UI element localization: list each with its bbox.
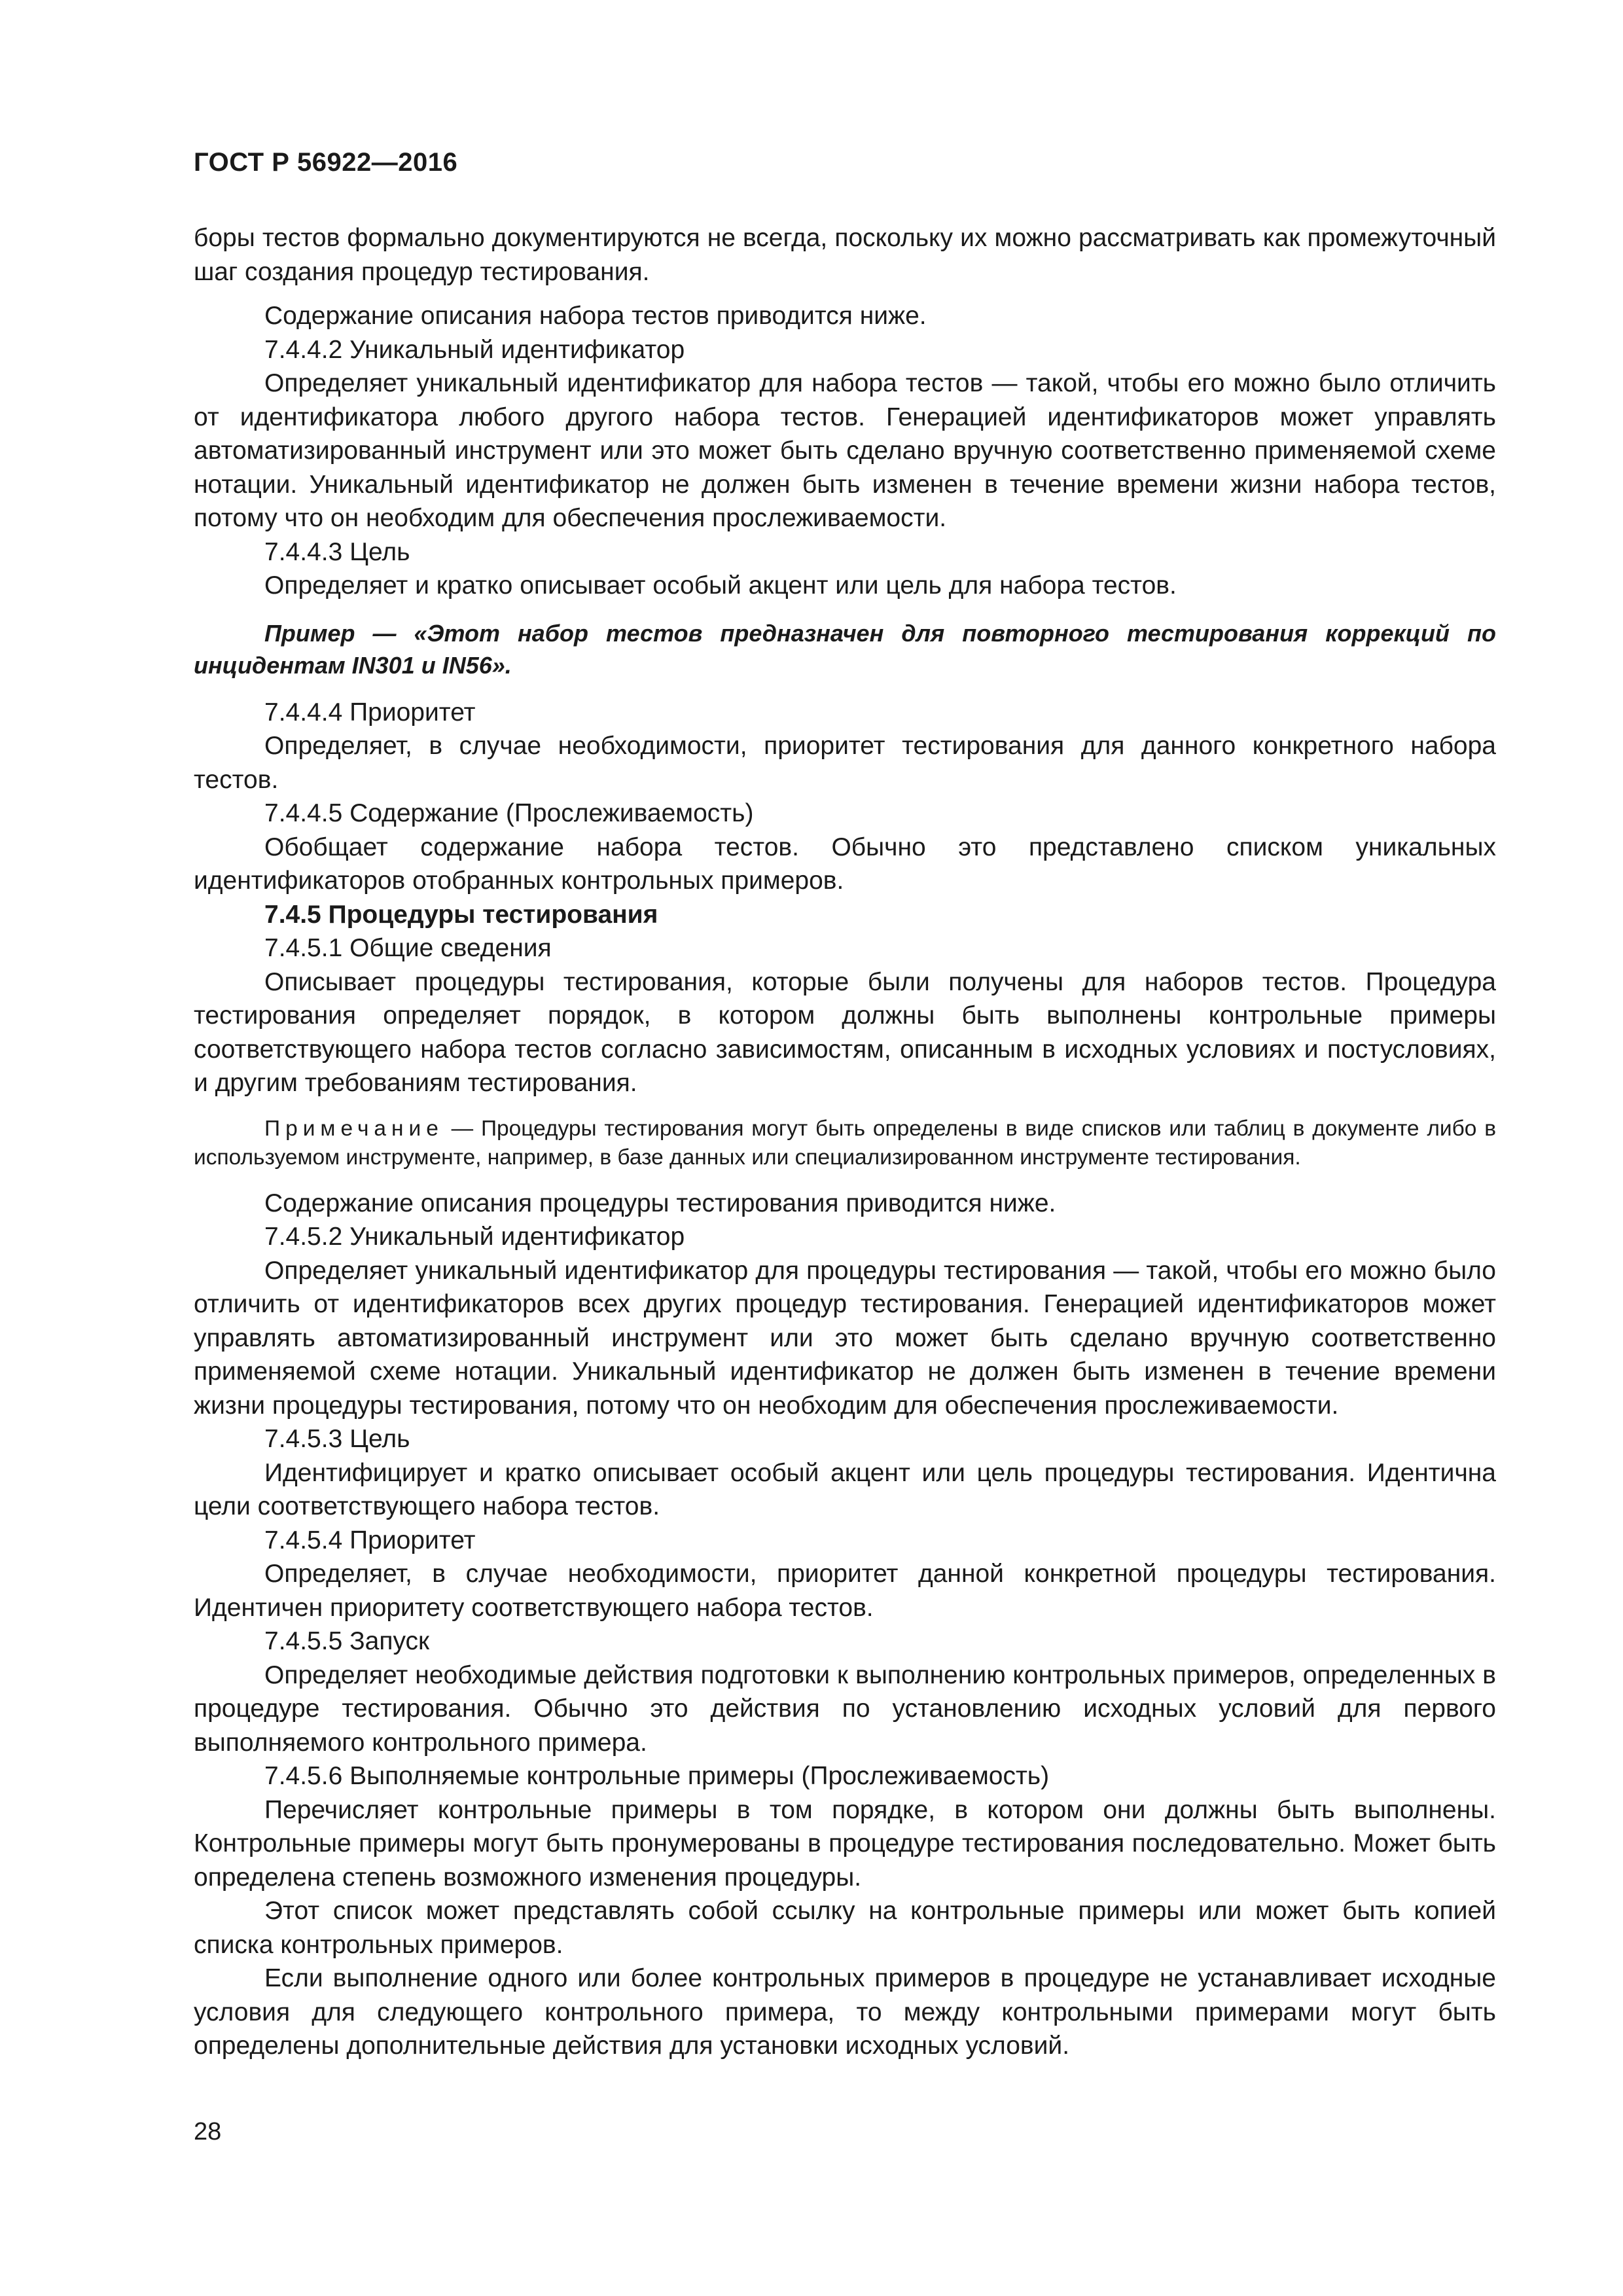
section-heading: 7.4.5.4 Приоритет [264, 1526, 476, 1554]
section-heading: 7.4.4.3 Цель [264, 537, 410, 566]
paragraph: Определяет, в случае необходимости, приоритет данной конкретной процедуры тестирования. Идентичен приоритету соответствующего набора тестов. [194, 1560, 1496, 1622]
section-heading: 7.4.5.1 Общие сведения [264, 934, 552, 962]
section-heading: 7.4.5.5 Запуск [264, 1627, 430, 1655]
paragraph: Если выполнение одного или более контрольных примеров в процедуре не устанавливает исходные условия для следующего контрольного примера, то между контрольными примерами могут быть определены дополнительные действия для установки исходных условий. [194, 1964, 1496, 2060]
paragraph: Определяет уникальный идентификатор для набора тестов — такой, чтобы его можно было отличить от идентификатора любого другого набора тестов. Генерацией идентификаторов может управлять автоматизированный инструмент или это может быть сделано вручную соответственно применяемой схеме нотации. Уникальный идентификатор не должен быть изменен в течение времени жизни набора тестов, потому что он необходим для обеспечения прослеживаемости. [194, 369, 1496, 532]
section-heading: 7.4.4.2 Уникальный идентификатор [264, 335, 685, 364]
paragraph: боры тестов формально документируются не всегда, поскольку их можно рассматривать как промежуточный шаг создания процедур тестирования. [194, 224, 1496, 286]
paragraph: Определяет и кратко описывает особый акцент или цель для набора тестов. [264, 571, 1177, 600]
paragraph: Идентифицирует и кратко описывает особый акцент или цель процедуры тестирования. Идентична цели соответствующего набора тестов. [194, 1458, 1496, 1520]
section-heading-bold: 7.4.5 Процедуры тестирования [264, 900, 658, 929]
section-heading: 7.4.5.2 Уникальный идентификатор [264, 1223, 685, 1251]
paragraph: Определяет, в случае необходимости, приоритет тестирования для данного конкретного набора тестов. [194, 732, 1496, 794]
document-body [194, 221, 1496, 2063]
paragraph: Содержание описания набора тестов приводится ниже. [264, 302, 927, 330]
note-label: Примечание [264, 1116, 444, 1141]
example-text: Пример — «Этот набор тестов предназначен для повторного тестирования коррекций по инцидентам IN301 и IN56». [194, 619, 1496, 679]
page-number: 28 [194, 2118, 222, 2145]
paragraph: Перечисляет контрольные примеры в том порядке, в котором они должны быть выполнены. Контрольные примеры могут быть пронумерованы в процедуре тестирования последовательно. Может быть определена степень возможного изменения процедуры. [194, 1795, 1496, 1892]
paragraph: Этот список может представлять собой ссылку на контрольные примеры или может быть копией списка контрольных примеров. [194, 1897, 1496, 1959]
section-heading: 7.4.5.3 Цель [264, 1425, 410, 1453]
paragraph: Содержание описания процедуры тестирования приводится ниже. [264, 1189, 1056, 1217]
paragraph: Обобщает содержание набора тестов. Обычно это представлено списком уникальных идентификаторов отобранных контрольных примеров. [194, 833, 1496, 895]
paragraph: Определяет необходимые действия подготовки к выполнению контрольных примеров, определенных в процедуре тестирования. Обычно это действия по установлению исходных условий для первого выполняемого контрольного примера. [194, 1660, 1496, 1757]
section-heading: 7.4.4.5 Содержание (Прослеживаемость) [264, 799, 754, 827]
section-heading: 7.4.4.4 Приоритет [264, 698, 476, 726]
paragraph: Определяет уникальный идентификатор для процедуры тестирования — такой, чтобы его можно было отличить от идентификаторов всех других процедур тестирования. Генерацией идентификаторов может управлять автоматизированный инструмент или это может быть сделано вручную соответственно применяемой схеме нотации. Уникальный идентификатор не должен быть изменен в течение времени жизни процедуры тестирования, потому что он необходим для обеспечения прослеживаемости. [194, 1256, 1496, 1420]
note-text: — Процедуры тестирования могут быть определены в виде списков или таблиц в документе либо в используемом инструменте, например, в базе данных или специализированном инструменте тестирования. [194, 1116, 1496, 1170]
paragraph: Описывает процедуры тестирования, которые были получены для наборов тестов. Процедура тестирования определяет порядок, в котором должны быть выполнены контрольные примеры соответствующего набора тестов согласно зависимостям, описанным в исходных условиях и постусловиях, и другим требованиям тестирования. [194, 967, 1496, 1097]
document-header: ГОСТ Р 56922—2016 [194, 148, 458, 177]
section-heading: 7.4.5.6 Выполняемые контрольные примеры (Прослеживаемость) [264, 1762, 1050, 1790]
note [194, 1115, 1496, 1172]
